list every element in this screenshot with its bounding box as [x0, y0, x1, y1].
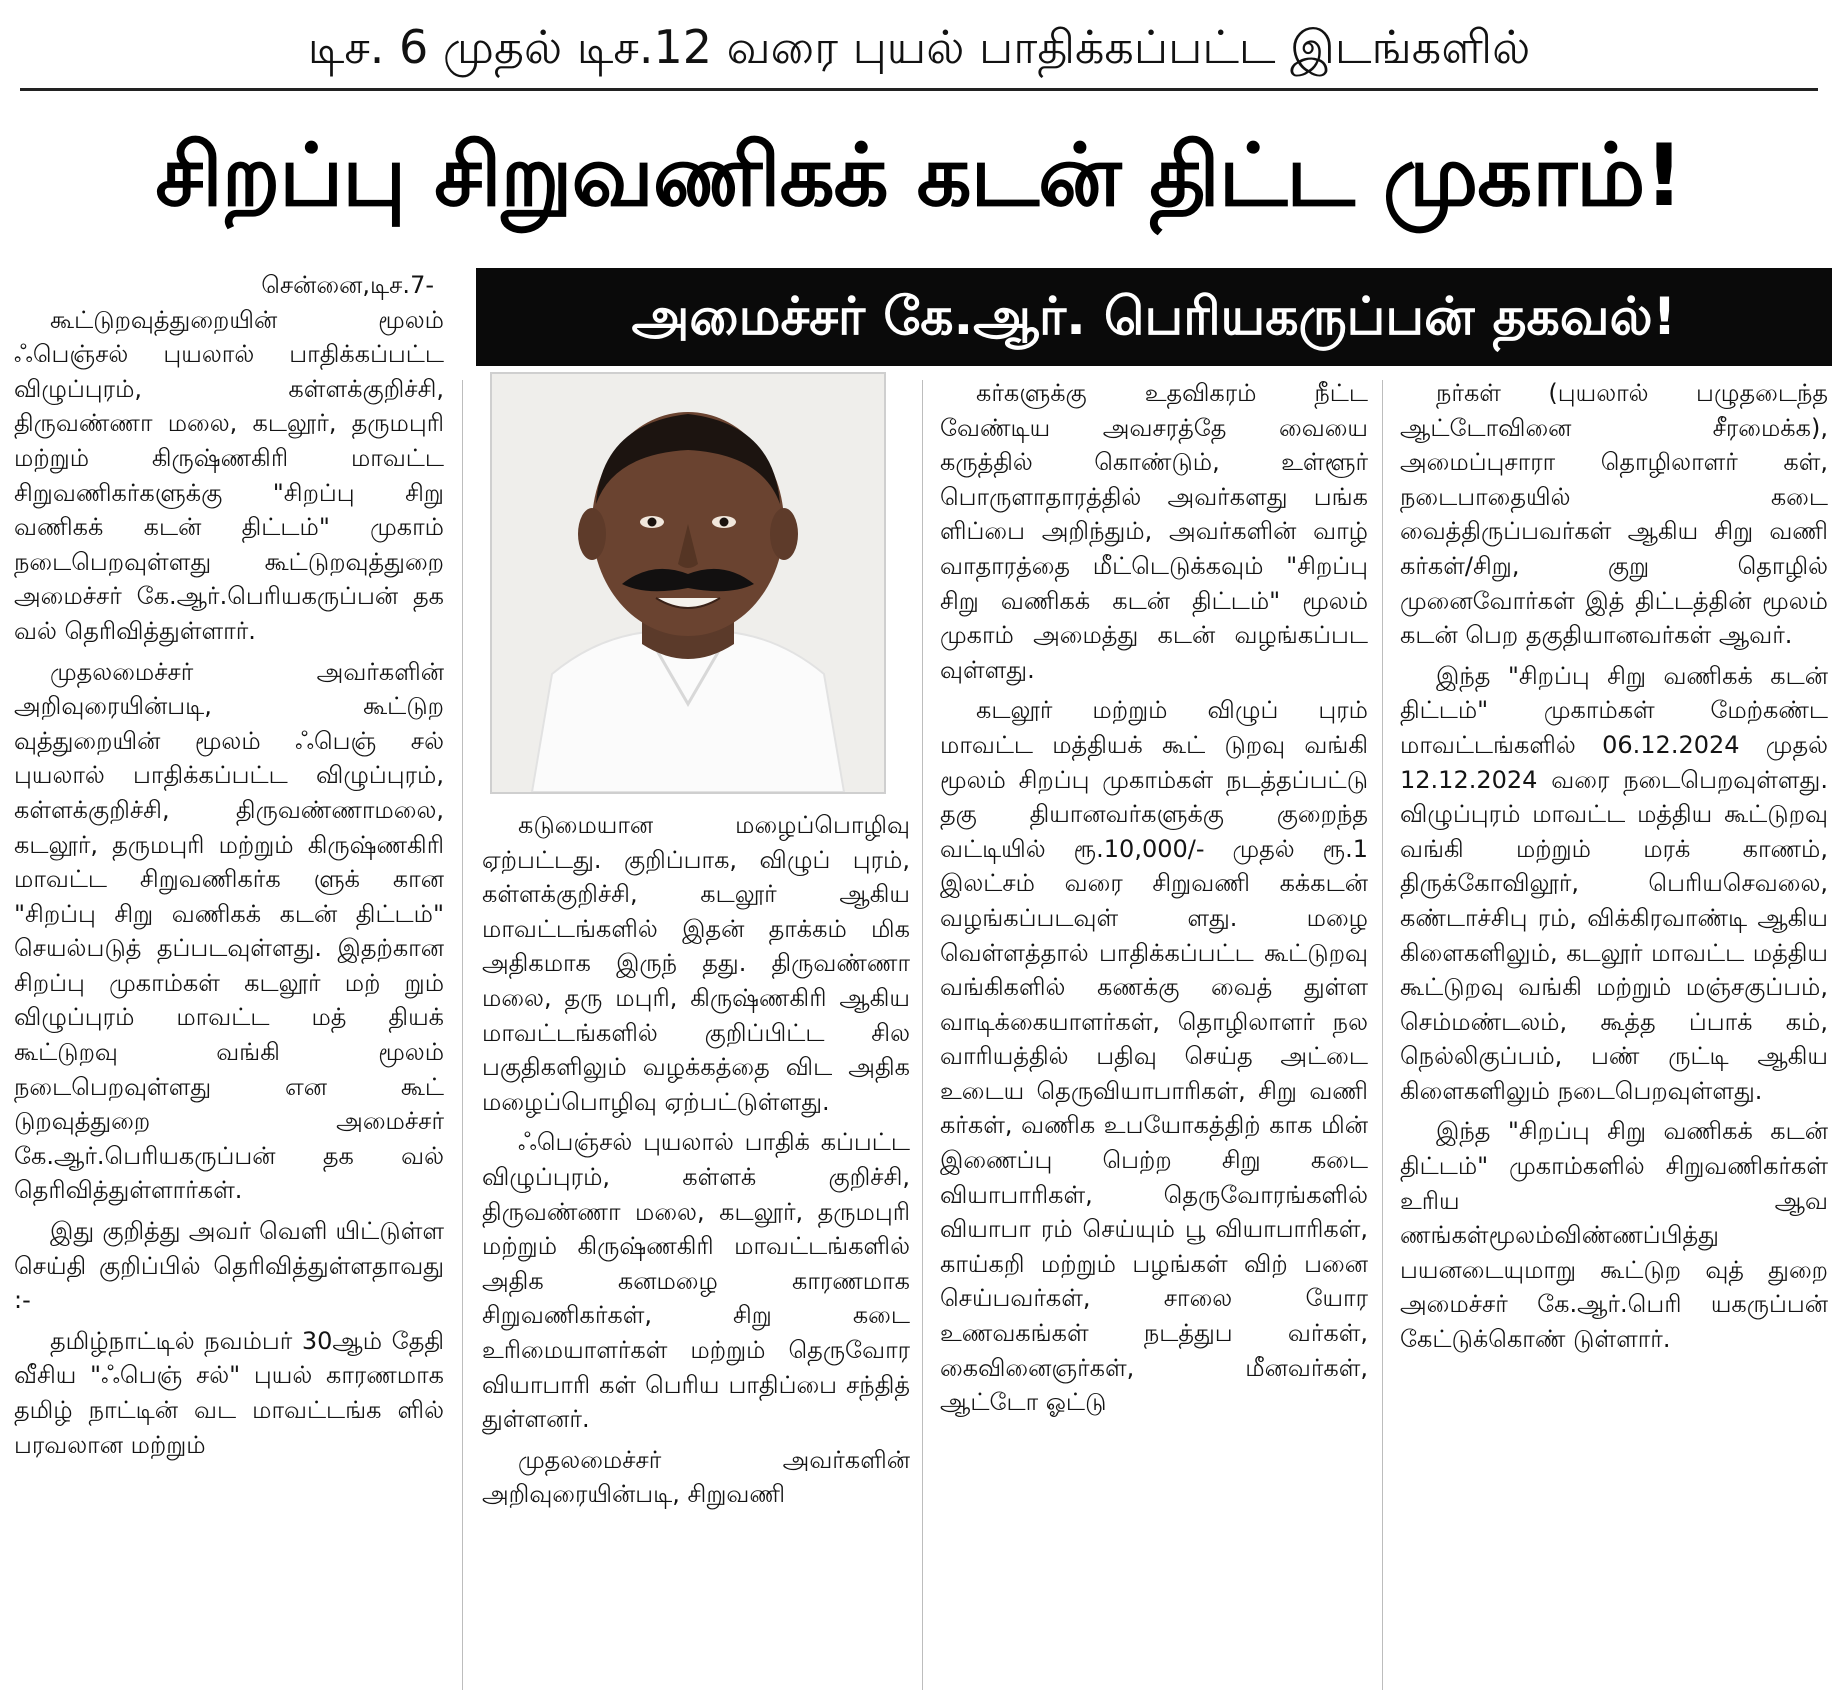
paragraph: கூட்டுறவுத்துறையின் மூலம் ஃபெஞ்சல் புயலால் பாதிக்கப்பட்ட விழுப்புரம், கள்ளக்குறிச்சி, திருவண்ணா மலை, கடலூர், தருமபுரி மற்றும் கிருஷ்ணகிரி மாவட்ட சிறுவணிகர்களுக்கு "சிறப்பு சிறு வணிகக் கடன் திட்டம்" முகாம் நடைபெறவுள்ளது கூட்டுறவுத்துறை அமைச்சர் கே.ஆர்.பெரியகருப்பன் தக வல் தெரிவித்துள்ளார். — [14, 305, 444, 645]
main-headline: சிறப்பு சிறுவணிகக் கடன் திட்ட முகாம்! — [155, 126, 1683, 226]
paragraph: கடுமையான மழைப்பொழிவு ஏற்பட்டது. குறிப்பாக, விழுப் புரம், கள்ளக்குறிச்சி, கடலூர் ஆகிய மாவட்டங்களில் இதன் தாக்கம் மிக அதிகமாக இருந் தது. திருவண்ணா மலை, தரு மபுரி, கிருஷ்ணகிரி ஆகிய மாவட்டங்களில் குறிப்பிட்ட சில பகுதிகளிலும் வழக்கத்தை விட அதிக மழைப்பொழிவு ஏற்பட்டுள்ளது. — [482, 811, 910, 1116]
column-divider — [462, 380, 463, 1690]
column-divider — [922, 380, 923, 1690]
minister-portrait-image — [492, 374, 884, 792]
column-divider — [1382, 380, 1383, 1690]
paragraph: இந்த "சிறப்பு சிறு வணிகக் கடன் திட்டம்" முகாம்கள் மேற்கண்ட மாவட்டங்களில் 06.12.2024 முதல் 12.12.2024 வரை நடைபெறவுள்ளது. விழுப்புரம் மாவட்ட மத்திய கூட்டுறவு வங்கி மற்றும் மரக் காணம், திருக்கோவிலூர், பெரியசெவலை, கண்டாச்சிபு ரம், விக்கிரவாண்டி ஆகிய கிளைகளிலும், கடலூர் மாவட்ட மத்திய கூட்டுறவு வங்கி மற்றும் மஞ்சகுப்பம், செம்மண்டலம், கூத்த ப்பாக் கம், நெல்லிகுப்பம், பண் ருட்டி ஆகிய கிளைகளிலும் நடைபெறவுள்ளது. — [1400, 661, 1828, 1105]
article-column-4 — [1400, 376, 1828, 1688]
article-column-3 — [940, 376, 1368, 1688]
kicker-headline: டிச. 6 முதல் டிச.12 வரை புயல் பாதிக்கப்பட்ட இடங்களில் — [307, 20, 1531, 74]
headline-rule — [20, 88, 1818, 91]
paragraph: கடலூர் மற்றும் விழுப் புரம் மாவட்ட மத்தியக் கூட் டுறவு வங்கி மூலம் சிறப்பு முகாம்கள் நடத்தப்பட்டு தகு தியானவர்களுக்கு குறைந்த வட்டியில் ரூ.10,000/- முதல் ரூ.1 இலட்சம் வரை சிறுவணி கக்கடன் வழங்கப்படவுள் ளது. மழை வெள்ளத்தால் பாதிக்கப்பட்ட கூட்டுறவு வங்கிகளில் கணக்கு வைத் துள்ள வாடிக்கையாளர்கள், தொழிலாளர் நல வாரியத்தில் பதிவு செய்த அட்டை உடைய தெருவியாபாரிகள், சிறு வணி கர்கள், வணிக உபயோகத்திற் காக மின் இணைப்பு பெற்ற சிறு கடை வியாபாரிகள், தெருவோரங்களில் வியாபா ரம் செய்யும் பூ வியாபாரிகள், காய்கறி மற்றும் பழங்கள் விற் பனை செய்பவர்கள், சாலை யோர உணவகங்கள் நடத்துப வர்கள், கைவினைஞர்கள், மீனவர்கள், ஆட்டோ ஓட்டு — [940, 696, 1368, 1417]
article-column-2 — [482, 808, 910, 1688]
article-column-1 — [14, 268, 444, 1688]
paragraph: நர்கள் (புயலால் பழுதடைந்த ஆட்டோவினை சீரமைக்க), அமைப்புசாரா தொழிலாளர் கள், நடைபாதையில் கடை வைத்திருப்பவர்கள் ஆகிய சிறு வணி கர்கள்/சிறு, குறு தொழில் முனைவோர்கள் இத் திட்டத்தின் மூலம் கடன் பெற தகுதியானவர்கள் ஆவர். — [1400, 379, 1828, 650]
paragraph: இது குறித்து அவர் வெளி யிட்டுள்ள செய்தி குறிப்பில் தெரிவித்துள்ளதாவது :- — [14, 1217, 444, 1315]
paragraph: முதலமைச்சர் அவர்களின் அறிவுரையின்படி, கூட்டுற வுத்துறையின் மூலம் ஃபெஞ் சல் புயலால் பாதிக்கப்பட்ட விழுப்புரம், கள்ளக்குறிச்சி, திருவண்ணாமலை, கடலூர், தருமபுரி மற்றும் கிருஷ்ணகிரி மாவட்ட சிறுவணிகர்க ளுக் கான "சிறப்பு சிறு வணிகக் கடன் திட்டம்" செயல்படுத் தப்படவுள்ளது. இதற்கான சிறப்பு முகாம்கள் கடலூர் மற் றும் விழுப்புரம் மாவட்ட மத் தியக் கூட்டுறவு வங்கி மூலம் நடைபெறவுள்ளது என கூட் டுறவுத்துறை அமைச்சர் கே.ஆர்.பெரியகருப்பன் தக வல் தெரிவித்துள்ளார்கள். — [14, 657, 444, 1205]
paragraph: ஃபெஞ்சல் புயலால் பாதிக் கப்பட்ட விழுப்புரம், கள்ளக் குறிச்சி, திருவண்ணா மலை, கடலூர், தருமபுரி மற்றும் கிருஷ்ணகிரி மாவட்டங்களில் அதிக கனமழை காரணமாக சிறுவணிகர்கள், சிறு கடை உரிமையாளர்கள் மற்றும் தெருவோர வியாபாரி கள் பெரிய பாதிப்பை சந்தித் துள்ளனர். — [482, 1128, 910, 1434]
deck-subheadline: அமைச்சர் கே.ஆர். பெரியகருப்பன் தகவல்! — [476, 268, 1832, 366]
minister-photo — [490, 372, 886, 794]
paragraph: முதலமைச்சர் அவர்களின் அறிவுரையின்படி, சிறுவணி — [482, 1445, 910, 1509]
paragraph: இந்த "சிறப்பு சிறு வணிகக் கடன் திட்டம்" முகாம்களில் சிறுவணிகர்கள் உரிய ஆவ ணங்கள்மூலம்விண்ணப்பித்து பயனடையுமாறு கூட்டுற வுத் துறை அமைச்சர் கே.ஆர்.பெரி யகருப்பன் கேட்டுக்கொண் டுள்ளார். — [1400, 1117, 1828, 1354]
paragraph: கர்களுக்கு உதவிகரம் நீட்ட வேண்டிய அவசரத்தே வையை கருத்தில் கொண்டும், உள்ளூர் பொருளாதாரத்தில் அவர்களது பங்க ளிப்பை அறிந்தும், அவர்களின் வாழ் வாதாரத்தை மீட்டெடுக்கவும் "சிறப்பு சிறு வணிகக் கடன் திட்டம்" மூலம் முகாம் அமைத்து கடன் வழங்கப்பட வுள்ளது. — [940, 379, 1368, 684]
dateline: சென்னை,டிச.7- — [261, 271, 434, 299]
paragraph: தமிழ்நாட்டில் நவம்பர் 30ஆம் தேதி வீசிய "ஃபெஞ் சல்" புயல் காரணமாக தமிழ் நாட்டின் வட மாவட்டங்க ளில் பரவலான மற்றும் — [14, 1326, 444, 1459]
